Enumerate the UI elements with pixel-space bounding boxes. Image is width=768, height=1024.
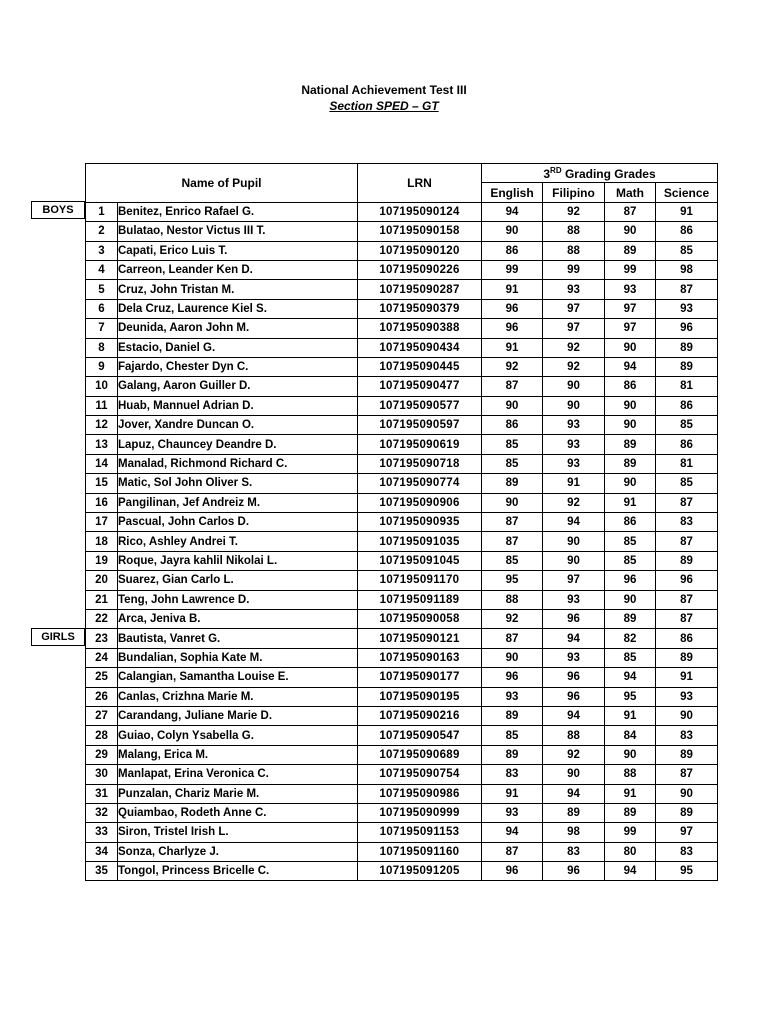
lrn-value: 107195090986 — [358, 784, 482, 803]
math-grade: 82 — [605, 629, 656, 648]
row-number: 24 — [86, 648, 118, 667]
table-row — [86, 202, 718, 221]
lrn-value: 107195090120 — [358, 241, 482, 260]
math-grade: 95 — [605, 687, 656, 706]
pupil-name: Sonza, Charlyze J. — [118, 842, 358, 861]
row-number: 1 — [86, 202, 118, 221]
filipino-grade: 90 — [543, 396, 605, 415]
filipino-grade: 94 — [543, 629, 605, 648]
section-subtitle: Section SPED – GT — [329, 99, 439, 113]
table-row — [86, 377, 718, 396]
filipino-grade: 92 — [543, 493, 605, 512]
math-grade: 96 — [605, 571, 656, 590]
filipino-grade: 93 — [543, 454, 605, 473]
filipino-grade: 99 — [543, 260, 605, 279]
table-row — [86, 551, 718, 570]
lrn-value: 107195091035 — [358, 532, 482, 551]
pupil-name: Canlas, Crizhna Marie M. — [118, 687, 358, 706]
row-number: 27 — [86, 706, 118, 725]
filipino-grade: 98 — [543, 823, 605, 842]
science-grade: 89 — [656, 338, 718, 357]
science-grade: 91 — [656, 202, 718, 221]
table-row — [86, 222, 718, 241]
row-number: 32 — [86, 803, 118, 822]
english-grade: 89 — [482, 474, 543, 493]
math-grade: 91 — [605, 493, 656, 512]
row-number: 5 — [86, 280, 118, 299]
pupil-name: Quiambao, Rodeth Anne C. — [118, 803, 358, 822]
table-row — [86, 532, 718, 551]
math-grade: 99 — [605, 823, 656, 842]
math-grade: 97 — [605, 299, 656, 318]
filipino-grade: 88 — [543, 241, 605, 260]
pupil-name: Pascual, John Carlos D. — [118, 513, 358, 532]
row-number: 13 — [86, 435, 118, 454]
english-grade: 88 — [482, 590, 543, 609]
science-grade: 96 — [656, 571, 718, 590]
row-number: 9 — [86, 357, 118, 376]
filipino-grade: 93 — [543, 416, 605, 435]
science-grade: 81 — [656, 454, 718, 473]
math-grade: 86 — [605, 377, 656, 396]
english-grade: 85 — [482, 726, 543, 745]
filipino-grade: 96 — [543, 687, 605, 706]
english-grade: 93 — [482, 687, 543, 706]
math-grade: 94 — [605, 862, 656, 881]
filipino-grade: 91 — [543, 474, 605, 493]
row-number: 29 — [86, 745, 118, 764]
science-grade: 87 — [656, 765, 718, 784]
pupil-name: Roque, Jayra kahlil Nikolai L. — [118, 551, 358, 570]
english-grade: 92 — [482, 357, 543, 376]
girls-group-label: GIRLS — [31, 628, 85, 646]
table-row — [86, 474, 718, 493]
science-grade: 98 — [656, 260, 718, 279]
science-grade: 85 — [656, 474, 718, 493]
filipino-grade: 96 — [543, 609, 605, 628]
grading-group-header: 3RD Grading Grades — [482, 164, 718, 183]
document-title: National Achievement Test III — [301, 83, 467, 97]
science-grade: 89 — [656, 648, 718, 667]
lrn-value: 107195091189 — [358, 590, 482, 609]
pupil-name: Manalad, Richmond Richard C. — [118, 454, 358, 473]
row-number: 6 — [86, 299, 118, 318]
pupil-name: Estacio, Daniel G. — [118, 338, 358, 357]
table-row — [86, 745, 718, 764]
table-row — [86, 241, 718, 260]
english-grade: 92 — [482, 609, 543, 628]
math-grade: 99 — [605, 260, 656, 279]
science-grade: 96 — [656, 319, 718, 338]
pupil-name: Siron, Tristel Irish L. — [118, 823, 358, 842]
science-grade: 86 — [656, 629, 718, 648]
math-grade: 90 — [605, 396, 656, 415]
pupil-name: Capati, Erico Luis T. — [118, 241, 358, 260]
row-number: 34 — [86, 842, 118, 861]
english-grade: 99 — [482, 260, 543, 279]
table-row — [86, 319, 718, 338]
filipino-grade: 93 — [543, 280, 605, 299]
math-grade: 90 — [605, 590, 656, 609]
lrn-value: 107195090158 — [358, 222, 482, 241]
pupil-name: Bulatao, Nestor Victus III T. — [118, 222, 358, 241]
pupil-name: Fajardo, Chester Dyn C. — [118, 357, 358, 376]
filipino-grade: 88 — [543, 726, 605, 745]
science-grade: 91 — [656, 668, 718, 687]
math-grade: 94 — [605, 668, 656, 687]
table-row — [86, 416, 718, 435]
math-grade: 89 — [605, 454, 656, 473]
filipino-grade: 90 — [543, 765, 605, 784]
lrn-value: 107195090195 — [358, 687, 482, 706]
science-grade: 93 — [656, 299, 718, 318]
pupil-name: Bautista, Vanret G. — [118, 629, 358, 648]
pupil-name: Benitez, Enrico Rafael G. — [118, 202, 358, 221]
science-grade: 85 — [656, 241, 718, 260]
pupil-name: Bundalian, Sophia Kate M. — [118, 648, 358, 667]
pupil-name: Cruz, John Tristan M. — [118, 280, 358, 299]
pupil-name: Galang, Aaron Guiller D. — [118, 377, 358, 396]
filipino-grade: 90 — [543, 551, 605, 570]
lrn-value: 107195091045 — [358, 551, 482, 570]
science-grade: 93 — [656, 687, 718, 706]
science-grade: 89 — [656, 803, 718, 822]
pupil-name: Arca, Jeniva B. — [118, 609, 358, 628]
filipino-grade: 94 — [543, 513, 605, 532]
pupil-name: Teng, John Lawrence D. — [118, 590, 358, 609]
lrn-value: 107195090906 — [358, 493, 482, 512]
lrn-value: 107195090177 — [358, 668, 482, 687]
math-grade: 89 — [605, 241, 656, 260]
table-row — [86, 454, 718, 473]
table-row — [86, 706, 718, 725]
lrn-value: 107195090379 — [358, 299, 482, 318]
table-row — [86, 609, 718, 628]
english-grade: 86 — [482, 241, 543, 260]
lrn-value: 107195090754 — [358, 765, 482, 784]
science-grade: 83 — [656, 513, 718, 532]
filipino-grade: 97 — [543, 571, 605, 590]
english-grade: 91 — [482, 280, 543, 299]
english-grade: 87 — [482, 629, 543, 648]
row-number: 3 — [86, 241, 118, 260]
table-row — [86, 648, 718, 667]
pupil-name: Lapuz, Chauncey Deandre D. — [118, 435, 358, 454]
science-grade: 95 — [656, 862, 718, 881]
pupil-name: Carreon, Leander Ken D. — [118, 260, 358, 279]
english-grade: 91 — [482, 784, 543, 803]
english-grade: 91 — [482, 338, 543, 357]
filipino-grade: 93 — [543, 435, 605, 454]
lrn-value: 107195090577 — [358, 396, 482, 415]
pupil-name: Suarez, Gian Carlo L. — [118, 571, 358, 590]
row-number: 26 — [86, 687, 118, 706]
math-grade: 86 — [605, 513, 656, 532]
row-number: 28 — [86, 726, 118, 745]
math-grade: 85 — [605, 648, 656, 667]
english-grade: 89 — [482, 706, 543, 725]
table-row — [86, 280, 718, 299]
pupil-name: Guiao, Colyn Ysabella G. — [118, 726, 358, 745]
row-number: 18 — [86, 532, 118, 551]
table-row — [86, 396, 718, 415]
lrn-column-header: LRN — [358, 164, 482, 203]
english-grade: 87 — [482, 532, 543, 551]
english-grade: 96 — [482, 668, 543, 687]
english-grade: 87 — [482, 377, 543, 396]
filipino-grade: 92 — [543, 338, 605, 357]
table-row — [86, 435, 718, 454]
pupil-name: Pangilinan, Jef Andreiz M. — [118, 493, 358, 512]
row-number: 4 — [86, 260, 118, 279]
math-grade: 80 — [605, 842, 656, 861]
filipino-grade: 89 — [543, 803, 605, 822]
pupil-name: Carandang, Juliane Marie D. — [118, 706, 358, 725]
science-grade: 87 — [656, 280, 718, 299]
table-row — [86, 668, 718, 687]
boys-group-label: BOYS — [31, 201, 85, 219]
filipino-grade: 90 — [543, 532, 605, 551]
lrn-value: 107195090124 — [358, 202, 482, 221]
english-grade: 85 — [482, 454, 543, 473]
science-column-header: Science — [656, 183, 718, 202]
english-grade: 83 — [482, 765, 543, 784]
lrn-value: 107195091205 — [358, 862, 482, 881]
science-grade: 89 — [656, 357, 718, 376]
lrn-value: 107195090216 — [358, 706, 482, 725]
pupil-name: Deunida, Aaron John M. — [118, 319, 358, 338]
lrn-value: 107195090999 — [358, 803, 482, 822]
lrn-value: 107195090774 — [358, 474, 482, 493]
pupil-name: Punzalan, Chariz Marie M. — [118, 784, 358, 803]
pupil-name: Malang, Erica M. — [118, 745, 358, 764]
name-column-header: Name of Pupil — [86, 164, 358, 203]
english-grade: 87 — [482, 513, 543, 532]
math-grade: 93 — [605, 280, 656, 299]
english-grade: 87 — [482, 842, 543, 861]
row-number: 7 — [86, 319, 118, 338]
lrn-value: 107195090163 — [358, 648, 482, 667]
filipino-grade: 97 — [543, 299, 605, 318]
science-grade: 85 — [656, 416, 718, 435]
row-number: 33 — [86, 823, 118, 842]
table-row — [86, 803, 718, 822]
row-number: 11 — [86, 396, 118, 415]
row-number: 25 — [86, 668, 118, 687]
math-grade: 90 — [605, 745, 656, 764]
grades-table — [85, 163, 718, 881]
filipino-grade: 93 — [543, 590, 605, 609]
filipino-grade: 94 — [543, 784, 605, 803]
row-number: 20 — [86, 571, 118, 590]
row-number: 30 — [86, 765, 118, 784]
science-grade: 97 — [656, 823, 718, 842]
row-number: 12 — [86, 416, 118, 435]
lrn-value: 107195090619 — [358, 435, 482, 454]
lrn-value: 107195090935 — [358, 513, 482, 532]
math-grade: 85 — [605, 532, 656, 551]
row-number: 35 — [86, 862, 118, 881]
science-grade: 81 — [656, 377, 718, 396]
row-number: 19 — [86, 551, 118, 570]
math-grade: 90 — [605, 416, 656, 435]
math-grade: 88 — [605, 765, 656, 784]
english-grade: 94 — [482, 202, 543, 221]
row-number: 31 — [86, 784, 118, 803]
english-grade: 85 — [482, 551, 543, 570]
lrn-value: 107195090058 — [358, 609, 482, 628]
filipino-grade: 96 — [543, 862, 605, 881]
table-row — [86, 784, 718, 803]
english-grade: 89 — [482, 745, 543, 764]
table-row — [86, 493, 718, 512]
pupil-name: Matic, Sol John Oliver S. — [118, 474, 358, 493]
pupil-name: Calangian, Samantha Louise E. — [118, 668, 358, 687]
pupil-name: Rico, Ashley Andrei T. — [118, 532, 358, 551]
row-number: 14 — [86, 454, 118, 473]
english-grade: 96 — [482, 299, 543, 318]
table-row — [86, 338, 718, 357]
science-grade: 86 — [656, 396, 718, 415]
row-number: 21 — [86, 590, 118, 609]
english-grade: 85 — [482, 435, 543, 454]
row-number: 8 — [86, 338, 118, 357]
lrn-value: 107195090718 — [358, 454, 482, 473]
row-number: 16 — [86, 493, 118, 512]
lrn-value: 107195090689 — [358, 745, 482, 764]
lrn-value: 107195090445 — [358, 357, 482, 376]
filipino-grade: 88 — [543, 222, 605, 241]
row-number: 22 — [86, 609, 118, 628]
lrn-value: 107195091160 — [358, 842, 482, 861]
science-grade: 83 — [656, 726, 718, 745]
science-grade: 83 — [656, 842, 718, 861]
science-grade: 86 — [656, 435, 718, 454]
english-grade: 90 — [482, 648, 543, 667]
table-row — [86, 513, 718, 532]
science-grade: 87 — [656, 493, 718, 512]
math-grade: 84 — [605, 726, 656, 745]
english-column-header: English — [482, 183, 543, 202]
math-grade: 91 — [605, 784, 656, 803]
filipino-grade: 90 — [543, 377, 605, 396]
english-grade: 86 — [482, 416, 543, 435]
math-grade: 90 — [605, 338, 656, 357]
table-row — [86, 299, 718, 318]
science-grade: 87 — [656, 590, 718, 609]
row-number: 15 — [86, 474, 118, 493]
math-grade: 91 — [605, 706, 656, 725]
lrn-value: 107195091153 — [358, 823, 482, 842]
english-grade: 90 — [482, 222, 543, 241]
english-grade: 96 — [482, 862, 543, 881]
math-grade: 89 — [605, 609, 656, 628]
row-number: 10 — [86, 377, 118, 396]
table-row — [86, 687, 718, 706]
math-column-header: Math — [605, 183, 656, 202]
filipino-grade: 92 — [543, 745, 605, 764]
filipino-grade: 83 — [543, 842, 605, 861]
filipino-grade: 92 — [543, 357, 605, 376]
science-grade: 89 — [656, 551, 718, 570]
english-grade: 93 — [482, 803, 543, 822]
pupil-name: Huab, Mannuel Adrian D. — [118, 396, 358, 415]
table-row — [86, 571, 718, 590]
table-row — [86, 862, 718, 881]
lrn-value: 107195090597 — [358, 416, 482, 435]
lrn-value: 107195090388 — [358, 319, 482, 338]
math-grade: 85 — [605, 551, 656, 570]
math-grade: 87 — [605, 202, 656, 221]
pupil-name: Jover, Xandre Duncan O. — [118, 416, 358, 435]
english-grade: 94 — [482, 823, 543, 842]
filipino-grade: 92 — [543, 202, 605, 221]
math-grade: 94 — [605, 357, 656, 376]
lrn-value: 107195090547 — [358, 726, 482, 745]
math-grade: 90 — [605, 222, 656, 241]
row-number: 2 — [86, 222, 118, 241]
row-number: 23 — [86, 629, 118, 648]
english-grade: 90 — [482, 396, 543, 415]
filipino-grade: 94 — [543, 706, 605, 725]
math-grade: 90 — [605, 474, 656, 493]
lrn-value: 107195090434 — [358, 338, 482, 357]
science-grade: 87 — [656, 609, 718, 628]
filipino-column-header: Filipino — [543, 183, 605, 202]
table-row — [86, 260, 718, 279]
science-grade: 87 — [656, 532, 718, 551]
filipino-grade: 93 — [543, 648, 605, 667]
row-number: 17 — [86, 513, 118, 532]
science-grade: 90 — [656, 784, 718, 803]
table-row — [86, 726, 718, 745]
lrn-value: 107195090121 — [358, 629, 482, 648]
english-grade: 96 — [482, 319, 543, 338]
table-row — [86, 590, 718, 609]
pupil-name: Dela Cruz, Laurence Kiel S. — [118, 299, 358, 318]
table-row — [86, 842, 718, 861]
english-grade: 90 — [482, 493, 543, 512]
math-grade: 97 — [605, 319, 656, 338]
table-row — [86, 823, 718, 842]
english-grade: 95 — [482, 571, 543, 590]
lrn-value: 107195091170 — [358, 571, 482, 590]
science-grade: 90 — [656, 706, 718, 725]
table-row — [86, 765, 718, 784]
science-grade: 89 — [656, 745, 718, 764]
lrn-value: 107195090226 — [358, 260, 482, 279]
pupil-name: Tongol, Princess Bricelle C. — [118, 862, 358, 881]
table-row — [86, 357, 718, 376]
filipino-grade: 97 — [543, 319, 605, 338]
filipino-grade: 96 — [543, 668, 605, 687]
table-row — [86, 629, 718, 648]
math-grade: 89 — [605, 803, 656, 822]
pupil-name: Manlapat, Erina Veronica C. — [118, 765, 358, 784]
lrn-value: 107195090477 — [358, 377, 482, 396]
math-grade: 89 — [605, 435, 656, 454]
lrn-value: 107195090287 — [358, 280, 482, 299]
science-grade: 86 — [656, 222, 718, 241]
